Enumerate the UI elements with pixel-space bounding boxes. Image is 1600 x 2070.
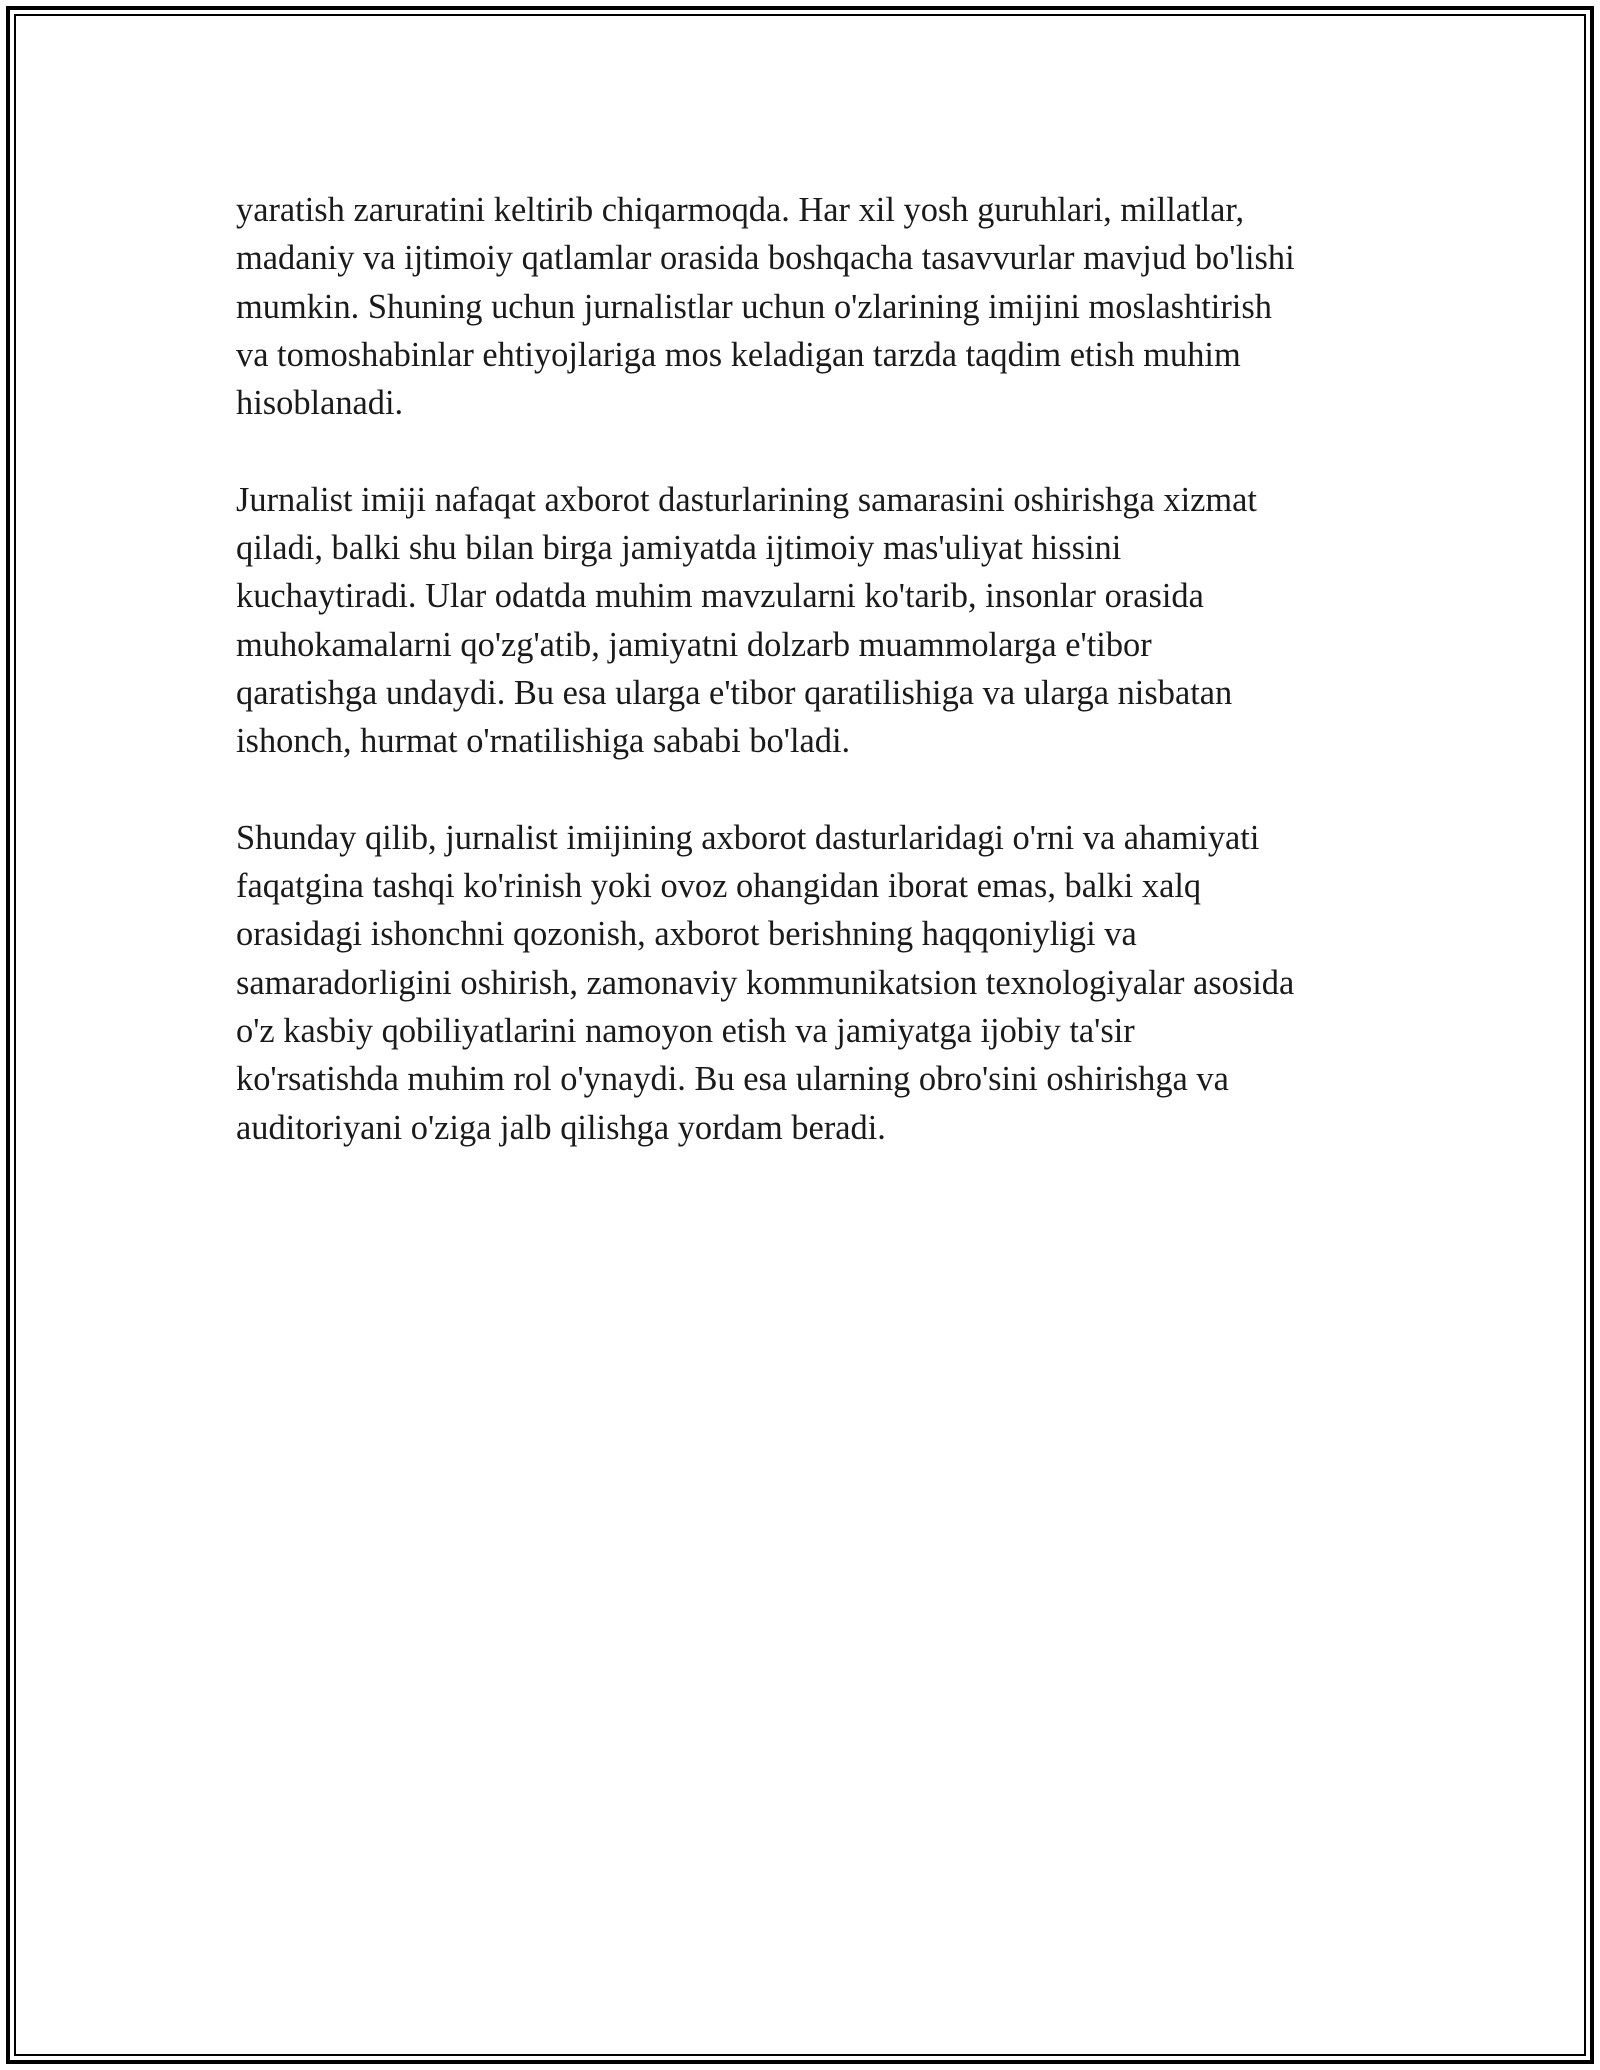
document-body [236, 186, 1376, 1200]
paragraph-1: yaratish zaruratini keltirib chiqarmoqda. Har xil yosh guruhlari, millatlar, madaniy va ijtimoiy qatlamlar orasida boshqacha tasavvurlar mavjud bo'lishi mumkin. Shuning uchun jurnalistlar uchun o'zlarining imijini moslashtirish va tomoshabinlar ehtiyojlariga mos keladigan tarzda taqdim etish muhim hisoblanadi. [236, 191, 1295, 423]
paragraph-2: Jurnalist imiji nafaqat axborot dasturlarining samarasini oshirishga xizmat qiladi, balki shu bilan birga jamiyatda ijtimoiy mas'uliyat hissini kuchaytiradi. Ular odatda muhim mavzularni ko'tarib, insonlar orasida muhokamalarni qo'zg'atib, jamiyatni dolzarb muammolarga e'tibor qaratishga undaydi. Bu esa ularga e'tibor qaratilishiga va ularga nisbatan ishonch, hurmat o'rnatilishiga sababi bo'ladi. [236, 480, 1257, 761]
paragraph-3: Shunday qilib, jurnalist imijining axborot dasturlaridagi o'rni va ahamiyati faqatgina tashqi ko'rinish yoki ovoz ohangidan iborat emas, balki xalq orasidagi ishonchni qozonish, axborot berishning haqqoniyligi va samaradorligini oshirish, zamonaviy kommunikatsion texnologiyalar asosida o'z kasbiy qobiliyatlarini namoyon etish va jamiyatga ijobiy ta'sir ko'rsatishda muhim rol o'ynaydi. Bu esa ularning obro'sini oshirishga va auditoriyani o'ziga jalb qilishga yordam beradi. [236, 818, 1295, 1147]
